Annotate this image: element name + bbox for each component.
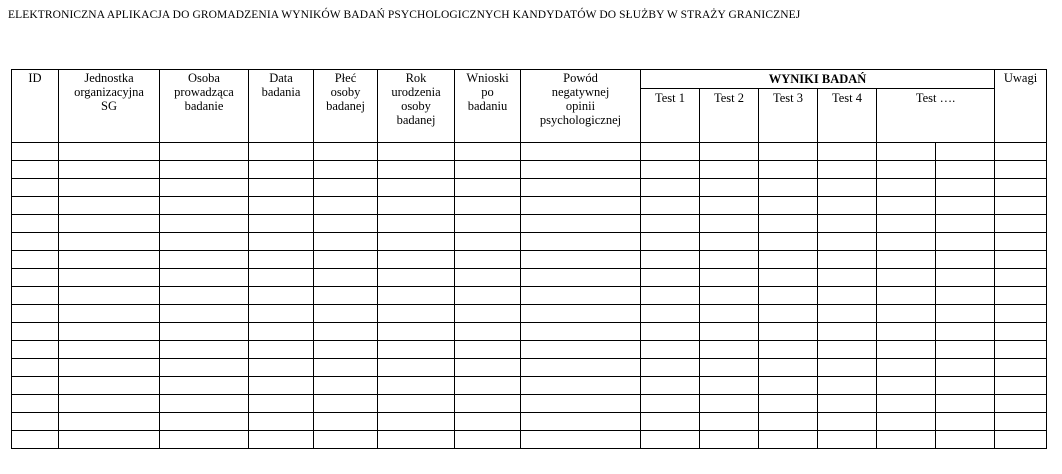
table-cell[interactable] [641,269,700,287]
table-cell[interactable] [314,377,378,395]
table-cell[interactable] [818,287,877,305]
table-cell[interactable] [12,305,59,323]
table-cell[interactable] [521,269,641,287]
table-cell[interactable] [455,197,521,215]
table-cell[interactable] [160,359,249,377]
table-cell[interactable] [378,323,455,341]
header-unit: Jednostka organizacyjna SG [59,70,160,143]
table-cell[interactable] [314,179,378,197]
table-cell[interactable] [877,431,936,449]
table-cell[interactable] [641,251,700,269]
table-cell[interactable] [160,215,249,233]
table-cell[interactable] [314,305,378,323]
header-conclusions: Wnioski po badaniu [455,70,521,143]
table-cell[interactable] [12,197,59,215]
table-cell[interactable] [936,359,995,377]
table-cell[interactable] [877,395,936,413]
table-cell[interactable] [700,161,759,179]
table-cell[interactable] [521,179,641,197]
table-cell[interactable] [12,161,59,179]
table-cell[interactable] [160,305,249,323]
table-cell[interactable] [995,431,1047,449]
table-cell[interactable] [59,395,160,413]
table-cell[interactable] [936,269,995,287]
table-cell[interactable] [12,179,59,197]
table-cell[interactable] [521,305,641,323]
table-cell[interactable] [818,179,877,197]
table-cell[interactable] [455,251,521,269]
table-cell[interactable] [160,179,249,197]
table-row [12,215,1047,233]
table-cell[interactable] [249,179,314,197]
table-cell[interactable] [249,251,314,269]
table-cell[interactable] [818,323,877,341]
table-cell[interactable] [759,395,818,413]
table-cell[interactable] [877,197,936,215]
table-cell[interactable] [521,197,641,215]
table-cell[interactable] [12,341,59,359]
table-cell[interactable] [12,431,59,449]
header-gender: Płeć osoby badanej [314,70,378,143]
table-cell[interactable] [314,197,378,215]
table-cell[interactable] [641,143,700,161]
table-cell[interactable] [877,143,936,161]
table-cell[interactable] [936,161,995,179]
table-cell[interactable] [995,323,1047,341]
table-cell[interactable] [160,143,249,161]
table-cell[interactable] [455,233,521,251]
table-row [12,395,1047,413]
header-results-group: WYNIKI BADAŃ [641,70,995,89]
table-cell[interactable] [59,359,160,377]
table-cell[interactable] [59,215,160,233]
header-negative-reason: Powód negatywnej opinii psychologicznej [521,70,641,143]
table-cell[interactable] [314,413,378,431]
table-cell[interactable] [59,305,160,323]
table-cell[interactable] [249,269,314,287]
table-cell[interactable] [700,305,759,323]
table-cell[interactable] [995,305,1047,323]
table-cell[interactable] [700,341,759,359]
header-examiner: Osoba prowadząca badanie [160,70,249,143]
table-cell[interactable] [818,377,877,395]
table-cell[interactable] [521,431,641,449]
table-cell[interactable] [249,161,314,179]
table-cell[interactable] [160,377,249,395]
table-cell[interactable] [641,413,700,431]
table-cell[interactable] [818,233,877,251]
table-row [12,287,1047,305]
table-cell[interactable] [995,251,1047,269]
table-cell[interactable] [12,215,59,233]
table-cell[interactable] [12,143,59,161]
table-cell[interactable] [455,341,521,359]
table-cell[interactable] [877,341,936,359]
table-cell[interactable] [314,215,378,233]
table-cell[interactable] [378,233,455,251]
table-cell[interactable] [995,413,1047,431]
table-cell[interactable] [759,269,818,287]
table-cell[interactable] [59,341,160,359]
table-cell[interactable] [936,377,995,395]
table-cell[interactable] [12,269,59,287]
table-cell[interactable] [877,413,936,431]
table-cell[interactable] [936,251,995,269]
table-cell[interactable] [12,323,59,341]
table-cell[interactable] [936,197,995,215]
table-cell[interactable] [995,233,1047,251]
table-cell[interactable] [249,305,314,323]
header-remarks: Uwagi [995,70,1047,143]
table-cell[interactable] [378,251,455,269]
table-cell[interactable] [160,161,249,179]
table-row [12,341,1047,359]
table-row [12,161,1047,179]
table-cell[interactable] [160,323,249,341]
table-cell[interactable] [818,269,877,287]
table-cell[interactable] [59,269,160,287]
table-cell[interactable] [995,395,1047,413]
table-cell[interactable] [877,161,936,179]
table-cell[interactable] [759,377,818,395]
table-cell[interactable] [455,143,521,161]
table-cell[interactable] [818,413,877,431]
table-row [12,197,1047,215]
table-cell[interactable] [378,341,455,359]
table-cell[interactable] [455,287,521,305]
table-cell[interactable] [700,215,759,233]
table-cell[interactable] [700,431,759,449]
table-cell[interactable] [759,305,818,323]
header-test-3: Test 3 [759,89,818,143]
table-cell[interactable] [700,179,759,197]
table-cell[interactable] [378,143,455,161]
header-test-4: Test 4 [818,89,877,143]
table-cell[interactable] [521,143,641,161]
table-cell[interactable] [521,359,641,377]
table-cell[interactable] [936,179,995,197]
table-cell[interactable] [521,395,641,413]
table-cell[interactable] [160,395,249,413]
results-table [11,69,1047,449]
table-body [12,143,1047,449]
table-cell[interactable] [641,179,700,197]
table-cell[interactable] [160,413,249,431]
table-cell[interactable] [641,161,700,179]
table-cell[interactable] [936,305,995,323]
table-cell[interactable] [995,215,1047,233]
table-cell[interactable] [818,143,877,161]
table-cell[interactable] [877,215,936,233]
table-cell[interactable] [759,215,818,233]
table-cell[interactable] [249,341,314,359]
table-cell[interactable] [12,251,59,269]
table-cell[interactable] [641,395,700,413]
table-row [12,269,1047,287]
table-cell[interactable] [160,197,249,215]
table-cell[interactable] [12,395,59,413]
table-cell[interactable] [12,377,59,395]
table-cell[interactable] [59,287,160,305]
table-cell[interactable] [378,269,455,287]
table-cell[interactable] [160,251,249,269]
header-test-2: Test 2 [700,89,759,143]
table-cell[interactable] [818,359,877,377]
table-cell[interactable] [521,413,641,431]
table-cell[interactable] [59,233,160,251]
table-cell[interactable] [877,251,936,269]
header-test-more: Test …. [877,89,995,143]
table-cell[interactable] [759,143,818,161]
table-cell[interactable] [995,161,1047,179]
table-row [12,305,1047,323]
table-cell[interactable] [641,323,700,341]
table-cell[interactable] [378,161,455,179]
table-cell[interactable] [759,179,818,197]
table-cell[interactable] [455,413,521,431]
table-cell[interactable] [314,431,378,449]
table-cell[interactable] [936,413,995,431]
table-cell[interactable] [641,377,700,395]
table-cell[interactable] [995,287,1047,305]
table-cell[interactable] [936,215,995,233]
table-cell[interactable] [59,413,160,431]
table-cell[interactable] [700,395,759,413]
table-cell[interactable] [877,287,936,305]
table-cell[interactable] [249,143,314,161]
table-cell[interactable] [249,197,314,215]
table-cell[interactable] [314,287,378,305]
table-cell[interactable] [936,233,995,251]
table-cell[interactable] [995,341,1047,359]
table-cell[interactable] [314,143,378,161]
table-cell[interactable] [995,197,1047,215]
table-cell[interactable] [818,431,877,449]
table-cell[interactable] [314,359,378,377]
document-title: ELEKTRONICZNA APLIKACJA DO GROMADZENIA WYNIKÓW BADAŃ PSYCHOLOGICZNYCH KANDYDATÓW DO SŁUŻBY W STRAŻY GRANICZNEJ [8,9,801,21]
table-cell[interactable] [700,287,759,305]
table-cell[interactable] [936,323,995,341]
table-cell[interactable] [521,215,641,233]
table-cell[interactable] [936,287,995,305]
table-cell[interactable] [759,323,818,341]
table-cell[interactable] [455,323,521,341]
table-cell[interactable] [249,431,314,449]
table-cell[interactable] [818,305,877,323]
table-cell[interactable] [641,359,700,377]
table-cell[interactable] [521,341,641,359]
table-cell[interactable] [378,215,455,233]
table-row [12,359,1047,377]
table-cell[interactable] [700,269,759,287]
table-cell[interactable] [249,413,314,431]
table-cell[interactable] [521,233,641,251]
table-cell[interactable] [59,377,160,395]
table-cell[interactable] [378,287,455,305]
table-cell[interactable] [700,233,759,251]
table-cell[interactable] [378,431,455,449]
table-cell[interactable] [759,233,818,251]
table-cell[interactable] [160,341,249,359]
table-cell[interactable] [877,323,936,341]
table-cell[interactable] [249,287,314,305]
table-cell[interactable] [314,341,378,359]
table-cell[interactable] [818,251,877,269]
table-cell[interactable] [759,161,818,179]
table-cell[interactable] [936,143,995,161]
header-birth-year: Rok urodzenia osoby badanej [378,70,455,143]
table-cell[interactable] [995,179,1047,197]
table-cell[interactable] [818,341,877,359]
table-cell[interactable] [818,161,877,179]
table-cell[interactable] [455,431,521,449]
table-row [12,233,1047,251]
table-row [12,251,1047,269]
table-cell[interactable] [521,377,641,395]
table-cell[interactable] [877,269,936,287]
table-cell[interactable] [455,215,521,233]
table-cell[interactable] [59,323,160,341]
table-cell[interactable] [59,431,160,449]
table-cell[interactable] [936,395,995,413]
table-cell[interactable] [160,269,249,287]
table-row [12,413,1047,431]
table-cell[interactable] [59,251,160,269]
table-cell[interactable] [759,287,818,305]
header-date: Data badania [249,70,314,143]
table-cell[interactable] [641,215,700,233]
table-cell[interactable] [160,287,249,305]
table-cell[interactable] [249,359,314,377]
table-cell[interactable] [455,395,521,413]
table-row [12,377,1047,395]
table-cell[interactable] [455,269,521,287]
table-cell[interactable] [700,413,759,431]
table-cell[interactable] [378,305,455,323]
table-cell[interactable] [759,431,818,449]
table-cell[interactable] [995,359,1047,377]
table-cell[interactable] [641,287,700,305]
table-cell[interactable] [314,395,378,413]
table-row [12,143,1047,161]
table-cell[interactable] [249,377,314,395]
table-cell[interactable] [249,233,314,251]
table-cell[interactable] [59,161,160,179]
table-cell[interactable] [314,269,378,287]
table-cell[interactable] [314,251,378,269]
table-cell[interactable] [521,161,641,179]
table-cell[interactable] [378,395,455,413]
table-cell[interactable] [314,161,378,179]
table-cell[interactable] [455,305,521,323]
table-cell[interactable] [641,305,700,323]
table-cell[interactable] [59,143,160,161]
table-cell[interactable] [249,215,314,233]
table-cell[interactable] [59,179,160,197]
table-cell[interactable] [378,179,455,197]
table-cell[interactable] [641,233,700,251]
table-row [12,323,1047,341]
table-cell[interactable] [378,197,455,215]
table-cell[interactable] [59,197,160,215]
table-cell[interactable] [12,287,59,305]
table-cell[interactable] [455,377,521,395]
table-row [12,431,1047,449]
table-cell[interactable] [160,431,249,449]
table-cell[interactable] [521,323,641,341]
table-cell[interactable] [995,377,1047,395]
table-cell[interactable] [249,395,314,413]
table-cell[interactable] [12,359,59,377]
table-cell[interactable] [700,323,759,341]
table-cell[interactable] [877,179,936,197]
table-cell[interactable] [378,413,455,431]
table-cell[interactable] [995,143,1047,161]
table-cell[interactable] [378,377,455,395]
table-cell[interactable] [700,251,759,269]
table-cell[interactable] [455,161,521,179]
table-cell[interactable] [314,233,378,251]
table-cell[interactable] [877,233,936,251]
table-cell[interactable] [641,341,700,359]
table-cell[interactable] [249,323,314,341]
table-cell[interactable] [314,323,378,341]
table-cell[interactable] [759,251,818,269]
table-cell[interactable] [641,431,700,449]
table-cell[interactable] [818,215,877,233]
table-cell[interactable] [160,233,249,251]
table-cell[interactable] [759,341,818,359]
header-id: ID [12,70,59,143]
table-cell[interactable] [700,377,759,395]
table-cell[interactable] [700,143,759,161]
table-cell[interactable] [936,431,995,449]
table-cell[interactable] [759,359,818,377]
table-cell[interactable] [378,359,455,377]
table-cell[interactable] [877,359,936,377]
header-test-1: Test 1 [641,89,700,143]
table-cell[interactable] [641,197,700,215]
table-cell[interactable] [818,395,877,413]
table-cell[interactable] [12,413,59,431]
table-cell[interactable] [995,269,1047,287]
table-cell[interactable] [12,233,59,251]
table-cell[interactable] [877,305,936,323]
table-cell[interactable] [455,359,521,377]
table-cell[interactable] [818,197,877,215]
table-cell[interactable] [759,413,818,431]
table-cell[interactable] [700,359,759,377]
table-cell[interactable] [936,341,995,359]
table-cell[interactable] [521,251,641,269]
table-row [12,179,1047,197]
table-cell[interactable] [521,287,641,305]
table-cell[interactable] [759,197,818,215]
table-cell[interactable] [455,179,521,197]
table-cell[interactable] [700,197,759,215]
table-cell[interactable] [877,377,936,395]
